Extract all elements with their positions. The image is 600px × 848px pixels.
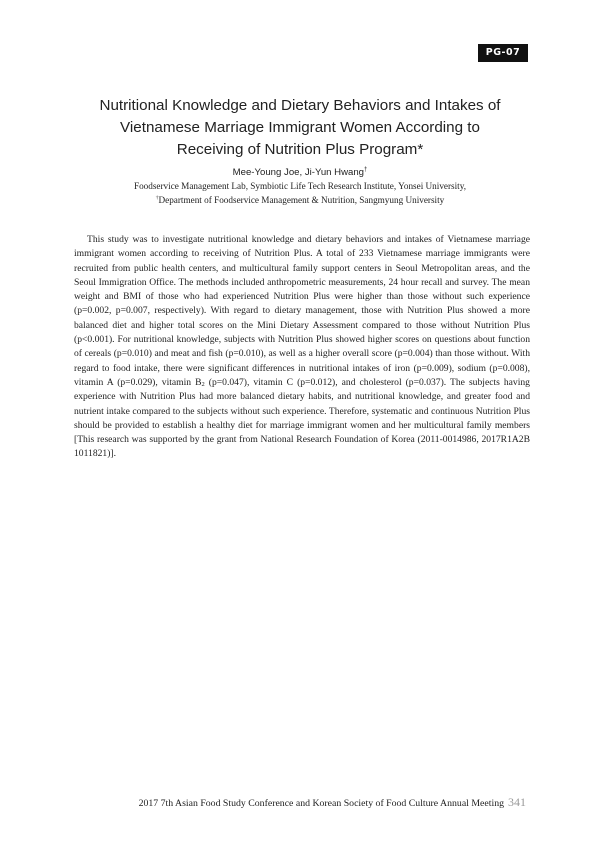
vitamin-b-subscript: 2 (201, 380, 205, 388)
abstract-body (74, 233, 530, 462)
abstract-part-1: This study was to investigate nutritional knowledge and dietary behaviors and intakes of Vietnamese marriage immigrant women according to receiving of Nutrition Plus. A total of 233 Vietnamese marriage immigrants were recruited from public health centers, and multicultural family support centers in Seoul Metropolitan areas, and the Seoul Immigration Office. The methods included anthropometric measurements, 24 hour recall and survey. The mean weight and BMI of those who had experienced Nutrition Plus were higher than those without such experience (p=0.002, p=0.007, respectively). With regard to dietary management, those with Nutrition Plus showed a more balanced diet and higher total scores on the Mini Dietary Assessment compared to those without Nutrition Plus (p<0.001). For nutritional knowledge, subjects with Nutrition Plus showed higher scores on questions about function of cereals (p=0.010) and meat and fish (p=0.010), as well as a higher overall score (p=0.004) than those without. With regard to food intake, there were significant differences in nutritional intakes of iron (p=0.009), sodium (p=0.008), vitamin A (p=0.029), vitamin B (74, 234, 530, 388)
affiliation-2 (60, 195, 540, 205)
session-badge: PG-07 (478, 44, 528, 62)
author-mark: † (364, 167, 368, 173)
affiliation-2-text: Department of Foodservice Management & Nutrition, Sangmyung University (158, 195, 445, 206)
conference-name: 2017 7th Asian Food Study Conference and Korean Society of Food Culture Annual Meeting (138, 798, 504, 809)
page-number: 341 (508, 795, 526, 809)
affiliation-mark: † (155, 195, 159, 201)
title-line-1: Nutritional Knowledge and Dietary Behaviors and Intakes of (99, 97, 501, 114)
abstract-part-2: (p=0.047), vitamin C (p=0.012), and cholesterol (p=0.037). The subjects having experience with Nutrition Plus had more balanced dietary habits, and nutritional knowledge, and greater food and nutrient intake compared to the subjects without such experience. Therefore, systematic and continuous Nutrition Plus should be provided to establish a healthy diet for marriage immigrant women and her multicultural family members [This research was supported by the grant from National Research Foundation of Korea (2011-0014986, 2017R1A2B 1011821)]. (74, 376, 530, 460)
author-list (60, 167, 540, 178)
title-line-2: Vietnamese Marriage Immigrant Women According to (120, 119, 480, 136)
author-names: Mee-Young Joe, Ji-Yun Hwang (232, 167, 365, 179)
title-line-3: Receiving of Nutrition Plus Program* (176, 141, 424, 158)
paper-title (60, 95, 540, 161)
affiliation-1: Foodservice Management Lab, Symbiotic Life Tech Research Institute, Yonsei University, (133, 181, 467, 191)
page-footer (139, 795, 526, 810)
